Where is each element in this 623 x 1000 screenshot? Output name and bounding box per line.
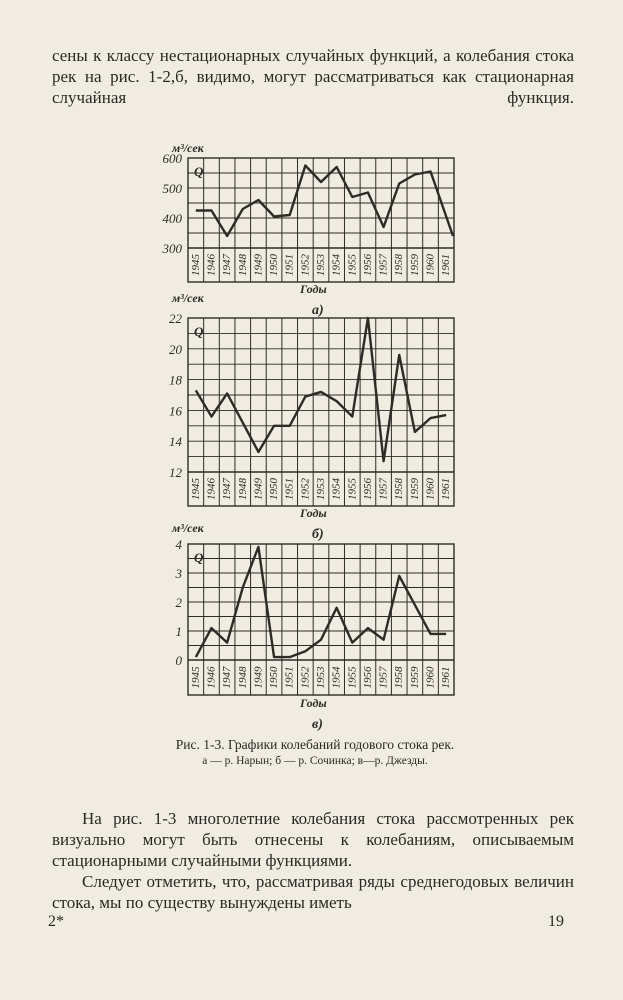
y-axis-unit-label: м³/сек	[172, 291, 204, 305]
bottom-paragraph-1: На рис. 1-3 многолетние колебания стока рассмотренных рек визуально могут быть отнесены к колебаниям, описываемым стационарными случайными функциями.	[52, 809, 574, 870]
x-tick-label: 1954	[330, 254, 343, 276]
series-label-q: Q	[194, 324, 204, 339]
x-axis-label: Годы	[300, 506, 327, 520]
x-tick-label: 1956	[361, 478, 374, 500]
x-tick-label: 1948	[236, 478, 249, 500]
x-tick-label: 1946	[205, 666, 218, 689]
x-tick-label: 1951	[283, 666, 296, 689]
series-line	[196, 318, 446, 461]
x-tick-label: 1954	[330, 478, 343, 500]
x-tick-label: 1952	[299, 666, 312, 689]
x-tick-label: 1945	[189, 478, 202, 500]
y-tick-label: 20	[169, 341, 182, 357]
x-tick-label: 1960	[424, 478, 437, 500]
x-tick-label: 1946	[205, 478, 218, 500]
x-tick-label: 1960	[424, 254, 437, 276]
x-tick-label: 1957	[377, 254, 390, 276]
y-tick-label: 600	[162, 151, 182, 166]
y-tick-label: 500	[162, 181, 182, 196]
x-tick-label: 1946	[205, 254, 218, 276]
chart-letter-label: а)	[312, 303, 324, 318]
x-tick-label: 1955	[346, 666, 359, 689]
x-tick-label: 1955	[346, 478, 359, 500]
x-tick-label: 1951	[283, 254, 296, 276]
y-axis-unit-label: м³/сек	[172, 141, 204, 155]
x-tick-label: 1961	[440, 478, 453, 500]
chart-letter-label: б)	[312, 527, 324, 542]
series-line	[196, 166, 453, 237]
x-tick-label: 1959	[408, 478, 421, 500]
x-tick-label: 1950	[268, 666, 281, 689]
chart-frame	[188, 318, 454, 506]
x-tick-label: 1945	[189, 254, 202, 276]
x-tick-label: 1958	[393, 254, 406, 276]
x-tick-label: 1961	[440, 666, 453, 689]
x-tick-label: 1956	[361, 666, 374, 689]
x-tick-label: 1960	[424, 666, 437, 689]
x-tick-label: 1961	[440, 254, 453, 276]
chart-3	[171, 521, 454, 732]
x-tick-label: 1956	[361, 254, 374, 276]
x-axis-label: Годы	[300, 696, 327, 710]
x-tick-label: 1957	[377, 478, 390, 500]
y-tick-label: 400	[162, 211, 182, 226]
y-tick-label: 18	[169, 372, 182, 388]
x-tick-label: 1953	[315, 478, 327, 500]
x-tick-label: 1947	[221, 478, 234, 500]
x-tick-label: 1953	[315, 666, 327, 689]
x-tick-label: 1947	[221, 254, 234, 276]
x-tick-label: 1948	[236, 254, 249, 276]
x-tick-label: 1950	[268, 254, 281, 276]
x-tick-label: 1953	[315, 254, 327, 276]
y-tick-label: 4	[175, 537, 182, 552]
y-tick-label: 3	[175, 566, 182, 581]
chart-2	[169, 291, 454, 542]
chart-letter-label: в)	[312, 717, 323, 732]
y-axis-unit-label: м³/сек	[172, 521, 204, 535]
x-tick-label: 1950	[268, 478, 281, 500]
x-tick-label: 1952	[299, 254, 312, 276]
page-number: 19	[548, 913, 564, 930]
series-label-q: Q	[194, 550, 204, 565]
x-tick-label: 1957	[377, 666, 390, 689]
x-tick-label: 1948	[236, 666, 249, 689]
x-tick-label: 1958	[393, 666, 406, 689]
bottom-text-block	[52, 808, 574, 913]
chart-1	[162, 141, 455, 318]
x-tick-label: 1951	[283, 478, 296, 500]
x-tick-label: 1959	[408, 254, 421, 276]
x-tick-label: 1949	[252, 254, 265, 276]
x-tick-label: 1947	[221, 666, 234, 689]
signature-mark: 2*	[48, 913, 64, 930]
y-tick-label: 2	[175, 595, 182, 610]
y-tick-label: 1	[175, 624, 182, 639]
x-tick-label: 1952	[299, 478, 312, 500]
y-tick-label: 12	[169, 465, 182, 480]
x-axis-label: Годы	[300, 282, 327, 296]
top-paragraph: сены к классу нестационарных случайных функций, а колебания стока рек на рис. 1-2,б, видимо, могут рассматриваться как стационарная случайная функция.	[52, 46, 574, 107]
y-tick-label: 16	[169, 403, 182, 419]
y-tick-label: 0	[175, 653, 182, 668]
y-tick-label: 22	[169, 311, 182, 326]
figure-caption	[120, 737, 510, 769]
x-tick-label: 1954	[330, 666, 343, 689]
caption-main: Рис. 1-3. Графики колебаний годового стока рек.	[175, 737, 455, 752]
x-tick-label: 1949	[252, 478, 265, 500]
x-tick-label: 1955	[346, 254, 359, 276]
x-tick-label: 1958	[393, 478, 406, 500]
y-tick-label: 14	[169, 434, 182, 450]
x-tick-label: 1949	[252, 666, 265, 689]
caption-sub: а — р. Нарын; б — р. Сочинка; в—р. Джезды.	[202, 755, 428, 767]
y-tick-label: 300	[162, 241, 182, 256]
x-tick-label: 1945	[189, 666, 202, 689]
series-label-q: Q	[194, 164, 204, 179]
x-tick-label: 1959	[408, 666, 421, 689]
bottom-paragraph-2: Следует отметить, что, рассматривая ряды среднегодовых величин стока, мы по существу вынуждены иметь	[52, 872, 574, 912]
